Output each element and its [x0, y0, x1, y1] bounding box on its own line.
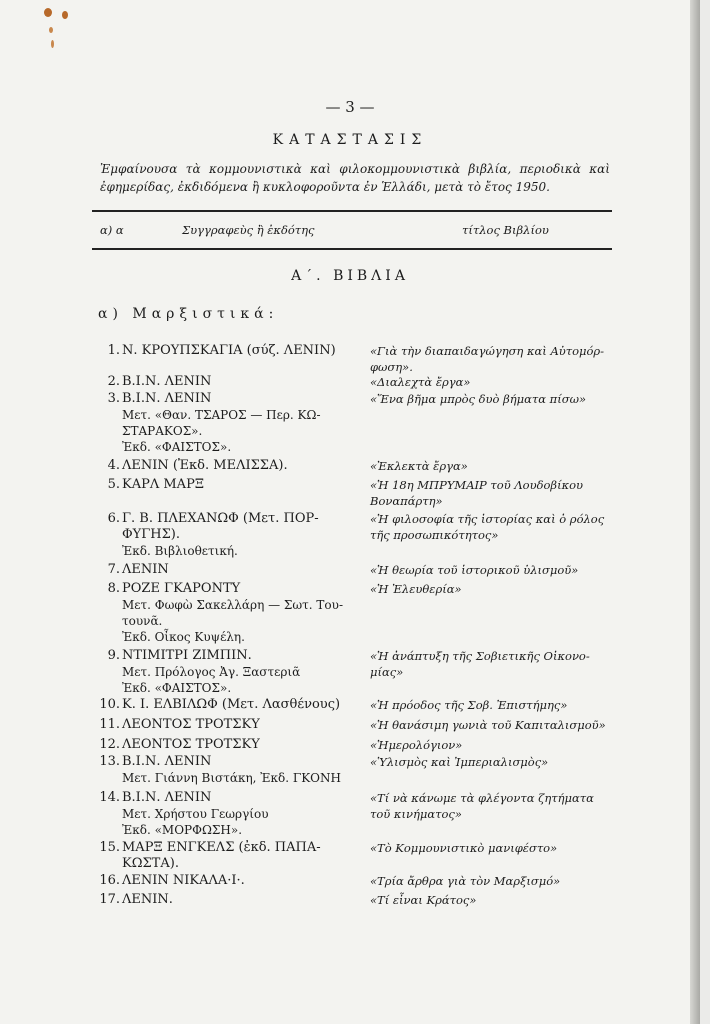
entry-author [122, 754, 357, 786]
entry-title-line: «Ἡ πρόοδος τῆς Σοβ. Ἐπιστήμης» [370, 698, 568, 712]
subsection-title: α) Μαρξιστικά: [98, 306, 279, 322]
entry-author [122, 648, 357, 696]
list-item [92, 717, 622, 732]
entry-book-title [370, 511, 622, 543]
entry-number: 10. [99, 697, 120, 712]
entry-author [122, 873, 357, 889]
entry-author [122, 391, 357, 455]
entry-author [122, 343, 357, 359]
entry-title-line: «Ἡμερολόγιον» [370, 738, 463, 752]
entry-author-line: Γ. Β. ΠΛΕΧΑΝΩΦ (Μετ. ΠΟΡ- [122, 511, 319, 526]
entry-author-line: Κ. Ι. ΕΛΒΙΛΩΦ (Μετ. Λασθένους) [122, 697, 341, 712]
column-header-author: Συγγραφεὺς ἢ ἐκδότης [182, 223, 315, 237]
entry-author-line: ΡΟΖΕ ΓΚΑΡΟΝΤΥ [122, 581, 241, 596]
entry-author-line: ΚΑΡΛ ΜΑΡΞ [122, 477, 204, 492]
entry-author-line: Μετ. Φωφὼ Σακελλάρη — Σωτ. Του- [122, 598, 344, 612]
entry-author-line: ΦΥΓΗΣ). [122, 527, 180, 542]
entry-author-line: Ἐκδ. «ΜΟΡΦΩΣΗ». [122, 823, 243, 837]
entry-author-line: Ἐκδ. Οἶκος Κυψέλη. [122, 630, 245, 644]
entry-author-line: Μετ. Γιάννη Βιστάκη, Ἐκδ. ΓΚΟΝΗ [122, 771, 341, 785]
entry-title-line: τοῦ κινήματος» [370, 807, 462, 821]
list-item [92, 892, 622, 907]
entry-title-line: «Τὸ Κομμουνιστικὸ μανιφέστο» [370, 841, 558, 855]
list-item [92, 477, 622, 508]
entry-number: 1. [107, 343, 120, 358]
entry-author-line: ΚΩΣΤΑ). [122, 856, 179, 871]
entry-number: 4. [107, 458, 120, 473]
entry-number: 6. [107, 511, 120, 526]
entry-book-title [370, 873, 622, 889]
entry-book-title [370, 697, 622, 713]
entry-number: 16. [99, 873, 120, 888]
list-item [92, 581, 622, 644]
entry-title-line: τῆς προσωπικότητος» [370, 528, 499, 542]
entry-book-title [370, 343, 622, 375]
entry-number: 3. [107, 391, 120, 406]
entry-number: 8. [107, 581, 120, 596]
entry-author [122, 562, 357, 578]
entry-title-line: «Ὑλισμὸς καὶ Ἰμπεριαλισμὸς» [370, 755, 549, 769]
list-item [92, 343, 622, 374]
entry-book-title [370, 477, 622, 509]
entry-book-title [370, 737, 622, 753]
entry-author-line: ΛΕΝΙΝ. [122, 892, 173, 907]
entry-author-line: ΝΤΙΜΙΤΡΙ ΖΙΜΠΙΝ. [122, 648, 252, 663]
entry-author-line: Β.Ι.Ν. ΛΕΝΙΝ [122, 754, 212, 769]
rust-stain [44, 8, 52, 17]
entry-author-line: Ἐκδ. Βιβλιοθετική. [122, 544, 238, 558]
entry-number: 15. [99, 840, 120, 855]
entry-title-line: «Γιὰ τὴν διαπαιδαγώγηση καὶ Αὐτομόρ- [370, 344, 605, 358]
entry-number: 2. [107, 374, 120, 389]
entry-author [122, 477, 357, 493]
list-item [92, 697, 622, 712]
list-item [92, 840, 622, 871]
header-rule-bottom [92, 248, 612, 250]
list-item [92, 790, 622, 837]
entry-book-title [370, 374, 622, 390]
list-item [92, 737, 622, 752]
entry-author [122, 581, 357, 645]
entry-number: 17. [99, 892, 120, 907]
entry-title-line: φωση». [370, 360, 413, 374]
entry-author [122, 374, 357, 390]
entry-author-line: ΛΕΝΙΝ (Ἐκδ. ΜΕΛΙΣΣΑ). [122, 458, 288, 473]
rust-stain [51, 40, 54, 48]
column-header-title: τίτλος Βιβλίου [462, 223, 549, 237]
entry-title-line: «Ἐκλεκτὰ ἔργα» [370, 459, 468, 473]
list-item [92, 511, 622, 558]
entry-title-line: «Ἡ 18η ΜΠΡΥΜΑΙΡ τοῦ Λουδοβίκου [370, 478, 584, 492]
entry-title-line: «Ἡ θεωρία τοῦ ἱστορικοῦ ὑλισμοῦ» [370, 563, 579, 577]
list-item [92, 391, 622, 454]
entry-number: 13. [99, 754, 120, 769]
entry-number: 7. [107, 562, 120, 577]
entry-author [122, 458, 357, 474]
entry-title-line: «Ἕνα βῆμα μπρὸς δυὸ βήματα πίσω» [370, 392, 586, 406]
rust-stain [49, 27, 53, 33]
rust-stain [62, 11, 68, 19]
entry-author [122, 737, 357, 753]
entry-book-title [370, 840, 622, 856]
entry-author [122, 511, 357, 559]
entry-title-line: μίας» [370, 665, 404, 679]
entry-title-line: «Τί εἶναι Κράτος» [370, 893, 477, 907]
list-item [92, 562, 622, 577]
entry-author [122, 697, 357, 713]
entry-author-line: Ἐκδ. «ΦΑΙΣΤΟΣ». [122, 681, 232, 695]
list-item [92, 754, 622, 785]
entry-author [122, 790, 357, 838]
entry-author-line: ΛΕΟΝΤΟΣ ΤΡΟΤΣΚΥ [122, 737, 260, 752]
entry-author-line: Μετ. «Θαν. ΤΣΑΡΟΣ — Περ. ΚΩ- [122, 408, 321, 422]
entry-author-line: τουνᾶ. [122, 614, 163, 628]
entry-author-line: ΣΤΑΡΑΚΟΣ». [122, 424, 203, 438]
entry-author-line: Β.Ι.Ν. ΛΕΝΙΝ [122, 374, 212, 389]
column-header-number: α) α [100, 223, 124, 237]
entry-book-title [370, 892, 622, 908]
entry-author-line: ΛΕΟΝΤΟΣ ΤΡΟΤΣΚΥ [122, 717, 260, 732]
entry-author [122, 840, 357, 872]
entry-title-line: Βοναπάρτη» [370, 494, 443, 508]
entry-number: 14. [99, 790, 120, 805]
section-title: Α΄. ΒΙΒΛΙΑ [291, 268, 409, 284]
entry-number: 5. [107, 477, 120, 492]
entry-book-title [370, 717, 622, 733]
page-edge-shadow [690, 0, 700, 1024]
list-item [92, 374, 622, 389]
entry-title-line: «Ἡ ἀνάπτυξη τῆς Σοβιετικῆς Οἰκονο- [370, 649, 590, 663]
entry-title-line: «Διαλεχτὰ ἔργα» [370, 375, 471, 389]
entry-number: 12. [99, 737, 120, 752]
entry-number: 9. [107, 648, 120, 663]
entry-author [122, 717, 357, 733]
entry-title-line: «Τρία ἄρθρα γιὰ τὸν Μαρξισμό» [370, 874, 561, 888]
entry-author [122, 892, 357, 908]
document-title: ΚΑΤΑΣΤΑΣΙΣ [272, 132, 428, 148]
entry-author-line: Β.Ι.Ν. ΛΕΝΙΝ [122, 391, 212, 406]
entry-author-line: ΜΑΡΞ ΕΝΓΚΕΛΣ (ἐκδ. ΠΑΠΑ- [122, 840, 321, 855]
entry-author-line: Μετ. Πρόλογος Ἀγ. Ξαστεριᾶ [122, 665, 301, 679]
entry-title-line: «Τί νὰ κάνωμε τὰ φλέγοντα ζητήματα [370, 791, 594, 805]
entry-author-line: Β.Ι.Ν. ΛΕΝΙΝ [122, 790, 212, 805]
entry-title-line: «Ἡ φιλοσοφία τῆς ἱστορίας καὶ ὁ ρόλος [370, 512, 605, 526]
entry-book-title [370, 581, 622, 597]
entry-book-title [370, 458, 622, 474]
entry-title-line: «Ἡ θανάσιμη γωνιὰ τοῦ Καπιταλισμοῦ» [370, 718, 606, 732]
header-rule-top [92, 210, 612, 212]
intro-paragraph: Ἐμφαίνουσα τὰ κομμουνιστικὰ καὶ φιλοκομμουνιστικὰ βιβλία, περιοδικὰ καὶ ἐφημερίδας, ἐκδιδόμενα ἢ κυκλοφοροῦντα ἐν Ἑλλάδι, μετὰ τὸ ἔτος 1950. [100, 162, 610, 194]
page-number: — 3 — [325, 98, 375, 116]
entry-book-title [370, 790, 622, 822]
entry-number: 11. [99, 717, 120, 732]
entry-book-title [370, 562, 622, 578]
list-item [92, 458, 622, 473]
entry-author-line: Μετ. Χρήστου Γεωργίου [122, 807, 269, 821]
entry-title-line: «Ἡ Ἐλευθερία» [370, 582, 462, 596]
entry-author-line: ΛΕΝΙΝ [122, 562, 169, 577]
list-item [92, 873, 622, 888]
entry-book-title [370, 754, 622, 770]
entry-author-line: ΛΕΝΙΝ ΝΙΚΑΛΑ·Ι·. [122, 873, 245, 888]
entry-book-title [370, 648, 622, 680]
entry-book-title [370, 391, 622, 407]
list-item [92, 648, 622, 695]
entry-author-line: Ν. ΚΡΟΥΠΣΚΑΓΙΑ (σύζ. ΛΕΝΙΝ) [122, 343, 336, 358]
entry-author-line: Ἐκδ. «ΦΑΙΣΤΟΣ». [122, 440, 232, 454]
